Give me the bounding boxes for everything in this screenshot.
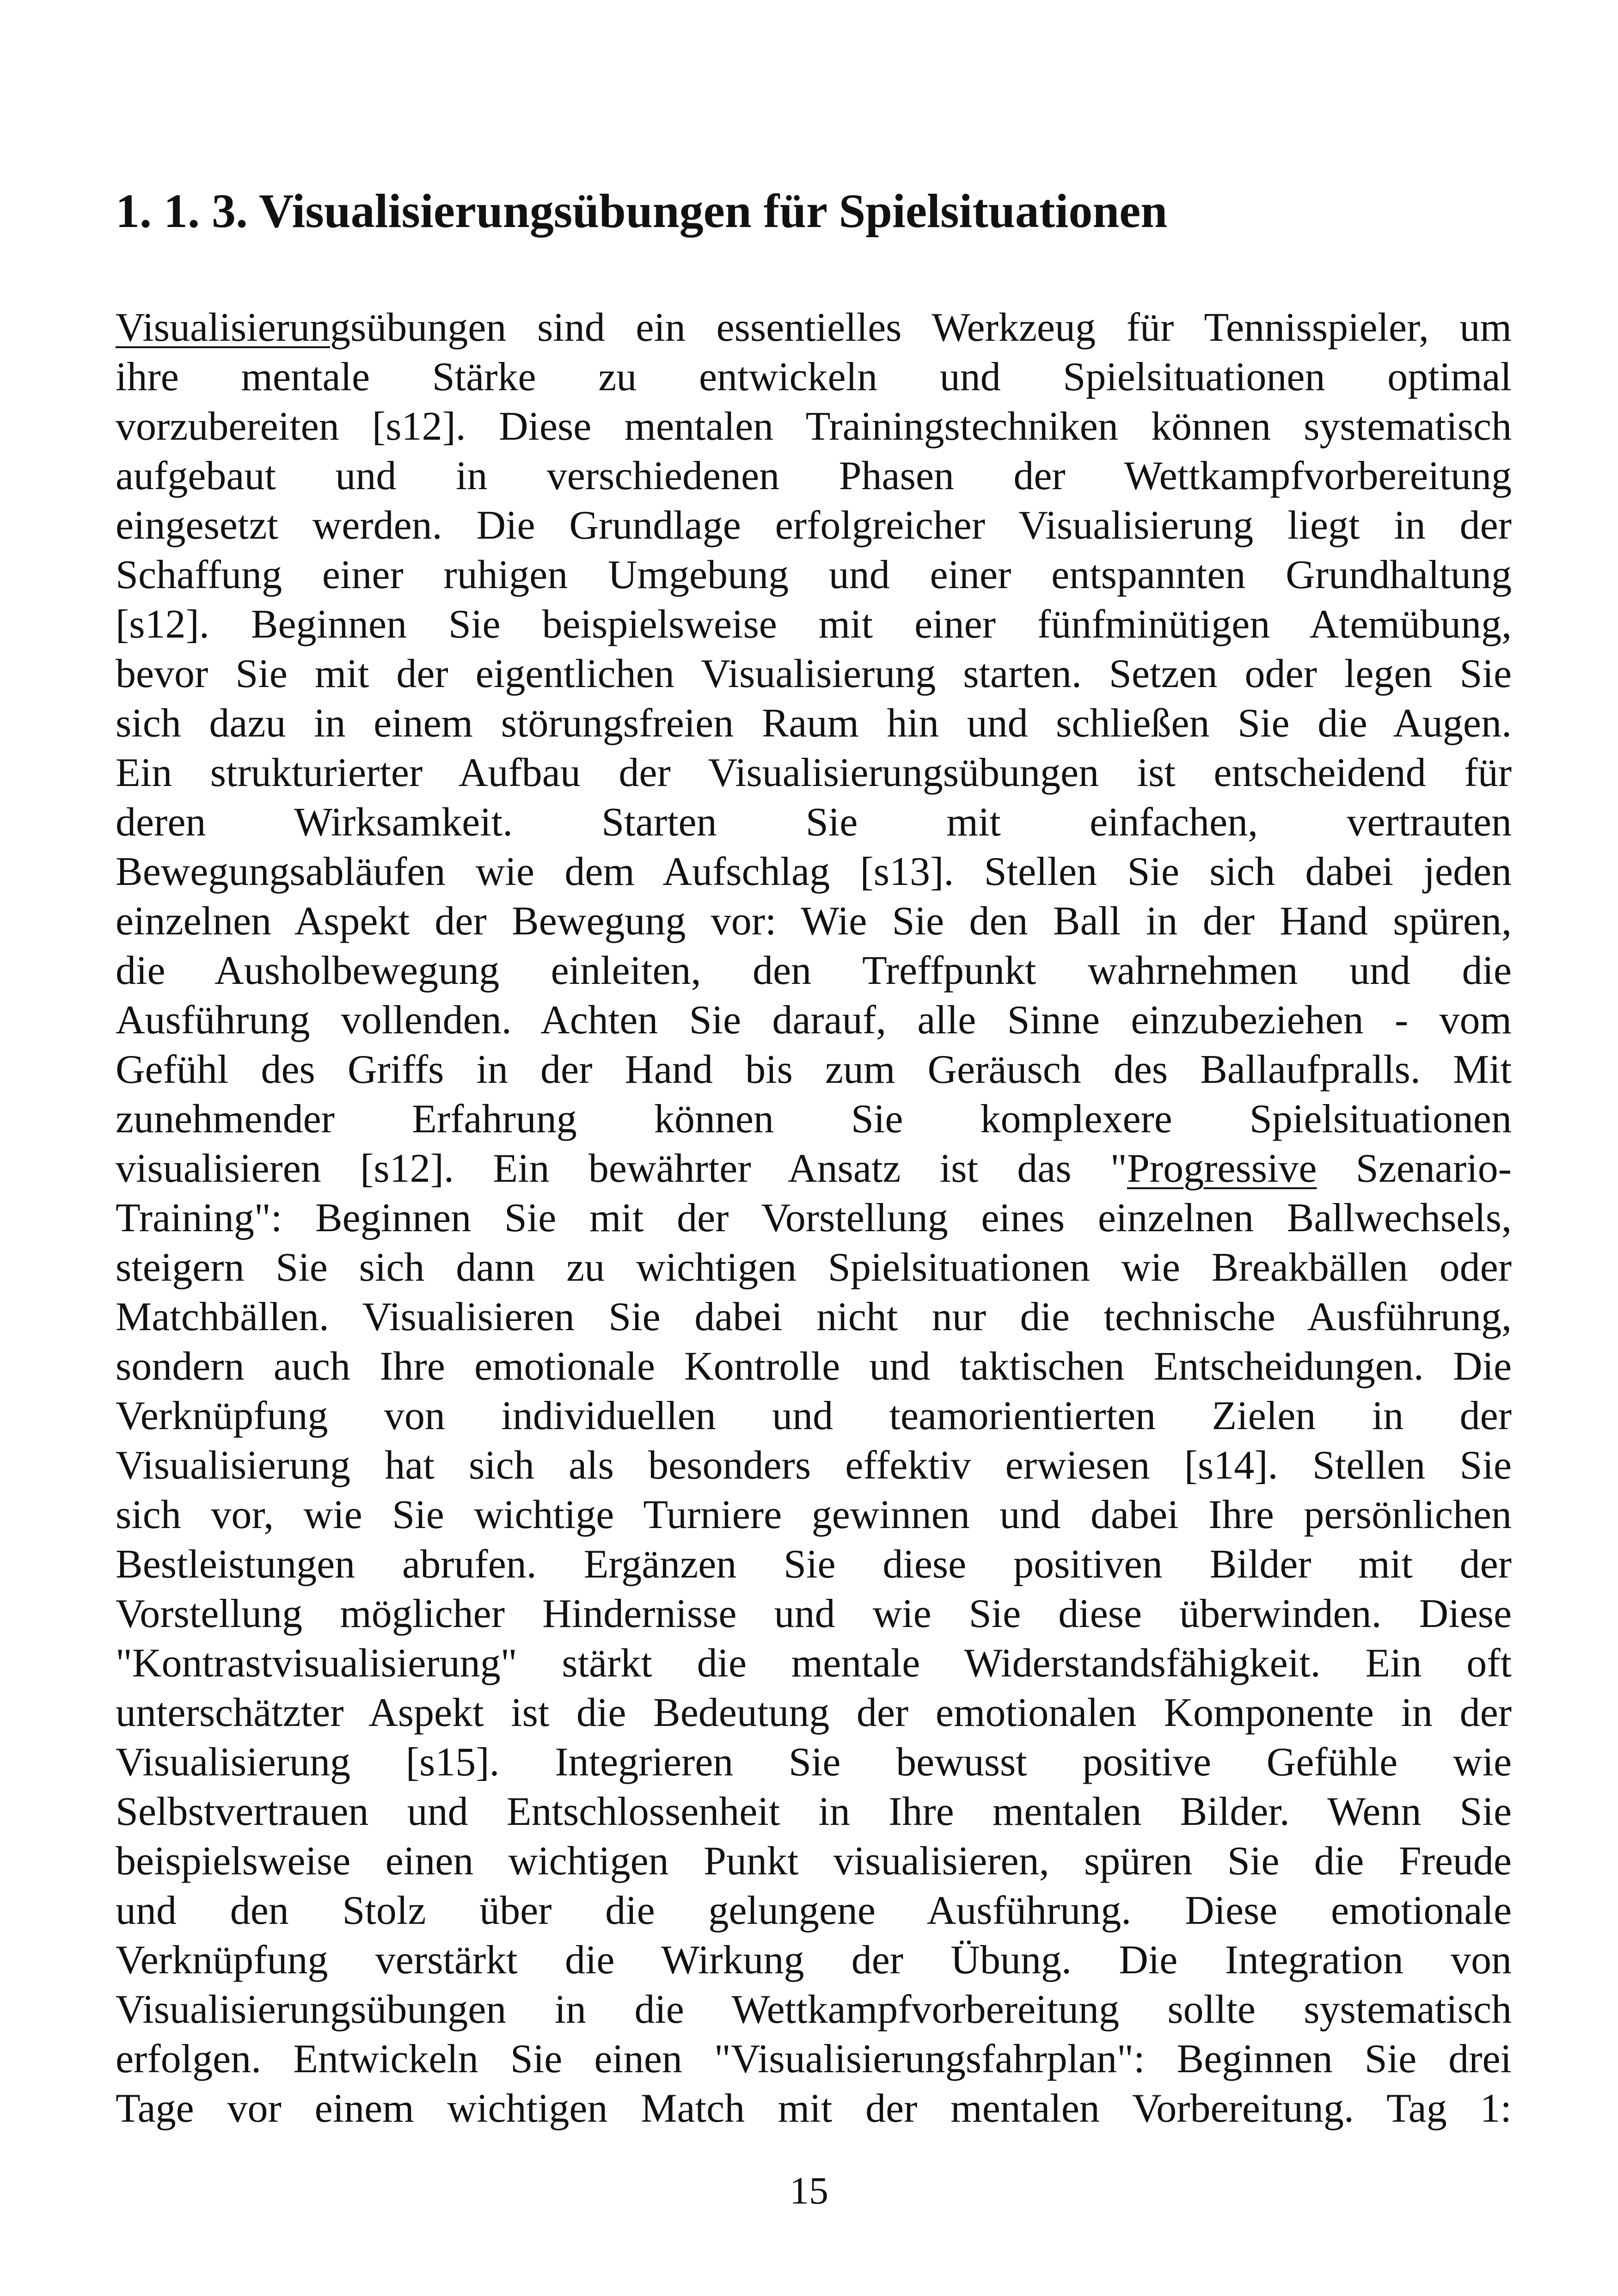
text-line [116,1144,1512,1193]
text-line [116,1193,1512,1243]
text-line [116,1836,1512,1886]
text-segment: steigern Sie sich dann zu wichtigen Spielsituationen wie Breakbällen oder [116,1245,1512,1290]
text-line [116,699,1512,748]
text-line [116,402,1512,451]
text-line [116,2084,1512,2133]
text-line [116,1391,1512,1441]
text-line [116,1688,1512,1737]
text-segment: Visualisierung hat sich als besonders effektiv erwiesen [s14]. Stellen Sie [116,1443,1512,1488]
text-line [116,600,1512,649]
text-line [116,1935,1512,1985]
text-line [116,352,1512,402]
text-segment: Schaffung einer ruhigen Umgebung und einer entspannten Grundhaltung [116,553,1512,597]
text-line [116,896,1512,946]
text-segment: deren Wirksamkeit. Starten Sie mit einfachen, vertrauten [116,800,1512,845]
text-line [116,847,1512,896]
text-segment: Matchbällen. Visualisieren Sie dabei nicht nur die technische Ausführung, [116,1295,1512,1339]
text-line [116,946,1512,995]
text-line [116,501,1512,550]
body-paragraph [116,303,1512,2133]
text-line [116,1243,1512,1292]
text-segment: Gefühl des Griffs in der Hand bis zum Geräusch des Ballaufpralls. Mit [116,1047,1512,1092]
text-segment: sich vor, wie Sie wichtige Turniere gewinnen und dabei Ihre persönlichen [116,1492,1512,1537]
underlined-term[interactable]: Visualisierun [116,305,330,350]
underlined-term[interactable]: Progressive [1127,1146,1317,1191]
text-line [116,798,1512,847]
text-line [116,550,1512,600]
section-heading: 1. 1. 3. Visualisierungsübungen für Spielsituationen [116,184,1168,238]
text-segment: Verknüpfung von individuellen und teamorientierten Zielen in der [116,1394,1512,1438]
text-segment: Szenario- [1317,1146,1512,1191]
text-segment: ihre mentale Stärke zu entwickeln und Spielsituationen optimal [116,355,1512,399]
text-line [116,649,1512,699]
text-segment: sondern auch Ihre emotionale Kontrolle und taktischen Entscheidungen. Die [116,1344,1512,1389]
text-line [116,1342,1512,1391]
text-line [116,1441,1512,1490]
text-segment: einzelnen Aspekt der Bewegung vor: Wie Sie den Ball in der Hand spüren, [116,899,1512,944]
text-line [116,1737,1512,1787]
text-segment: gsübungen sind ein essentielles Werkzeug für Tennisspieler, um [330,305,1512,350]
text-line [116,1045,1512,1094]
text-segment: eingesetzt werden. Die Grundlage erfolgreicher Visualisierung liegt in der [116,503,1512,548]
text-segment: die Ausholbewegung einleiten, den Treffpunkt wahrnehmen und die [116,948,1512,993]
text-line [116,748,1512,798]
page-number: 15 [790,2169,828,2212]
text-segment: aufgebaut und in verschiedenen Phasen der Wettkampfvorbereitung [116,454,1512,498]
text-line [116,1490,1512,1540]
text-line [116,1292,1512,1342]
text-segment: [s12]. Beginnen Sie beispielsweise mit einer fünfminütigen Atemübung, [116,602,1512,647]
text-segment: Bestleistungen abrufen. Ergänzen Sie diese positiven Bilder mit der [116,1542,1512,1587]
text-segment: Selbstvertrauen und Entschlossenheit in Ihre mentalen Bilder. Wenn Sie [116,1789,1512,1834]
text-segment: "Kontrastvisualisierung" stärkt die mentale Widerstandsfähigkeit. Ein oft [116,1641,1512,1686]
text-segment: Ein strukturierter Aufbau der Visualisierungsübungen ist entscheidend für [116,750,1512,795]
text-line [116,1589,1512,1639]
text-segment: Visualisierung [s15]. Integrieren Sie bewusst positive Gefühle wie [116,1740,1512,1785]
text-segment: zunehmender Erfahrung können Sie komplexere Spielsituationen [116,1097,1512,1142]
text-line [116,1094,1512,1144]
text-line [116,1886,1512,1935]
text-segment: visualisieren [s12]. Ein bewährter Ansatz ist das " [116,1146,1127,1191]
text-segment: Vorstellung möglicher Hindernisse und wie Sie diese überwinden. Diese [116,1591,1512,1636]
text-segment: Training": Beginnen Sie mit der Vorstellung eines einzelnen Ballwechsels, [116,1196,1512,1240]
text-segment: bevor Sie mit der eigentlichen Visualisierung starten. Setzen oder legen Sie [116,651,1512,696]
text-segment: Verknüpfung verstärkt die Wirkung der Übung. Die Integration von [116,1938,1512,1983]
text-line [116,1985,1512,2034]
text-segment: Tage vor einem wichtigen Match mit der mentalen Vorbereitung. Tag 1: [116,2086,1512,2131]
text-line [116,1787,1512,1836]
text-segment: unterschätzter Aspekt ist die Bedeutung der emotionalen Komponente in der [116,1690,1512,1735]
text-line [116,303,1512,352]
text-segment: Bewegungsabläufen wie dem Aufschlag [s13]. Stellen Sie sich dabei jeden [116,849,1512,894]
text-segment: Ausführung vollenden. Achten Sie darauf, alle Sinne einzubeziehen - vom [116,998,1512,1043]
text-segment: sich dazu in einem störungsfreien Raum hin und schließen Sie die Augen. [116,701,1512,746]
text-line [116,1540,1512,1589]
text-segment: vorzubereiten [s12]. Diese mentalen Trainingstechniken können systematisch [116,404,1512,449]
text-line [116,995,1512,1045]
text-line [116,1639,1512,1688]
text-segment: beispielsweise einen wichtigen Punkt visualisieren, spüren Sie die Freude [116,1839,1512,1884]
text-segment: Visualisierungsübungen in die Wettkampfvorbereitung sollte systematisch [116,1987,1512,2032]
text-line [116,451,1512,501]
text-segment: erfolgen. Entwickeln Sie einen "Visualisierungsfahrplan": Beginnen Sie drei [116,2037,1512,2081]
text-line [116,2034,1512,2084]
text-segment: und den Stolz über die gelungene Ausführung. Diese emotionale [116,1888,1512,1933]
